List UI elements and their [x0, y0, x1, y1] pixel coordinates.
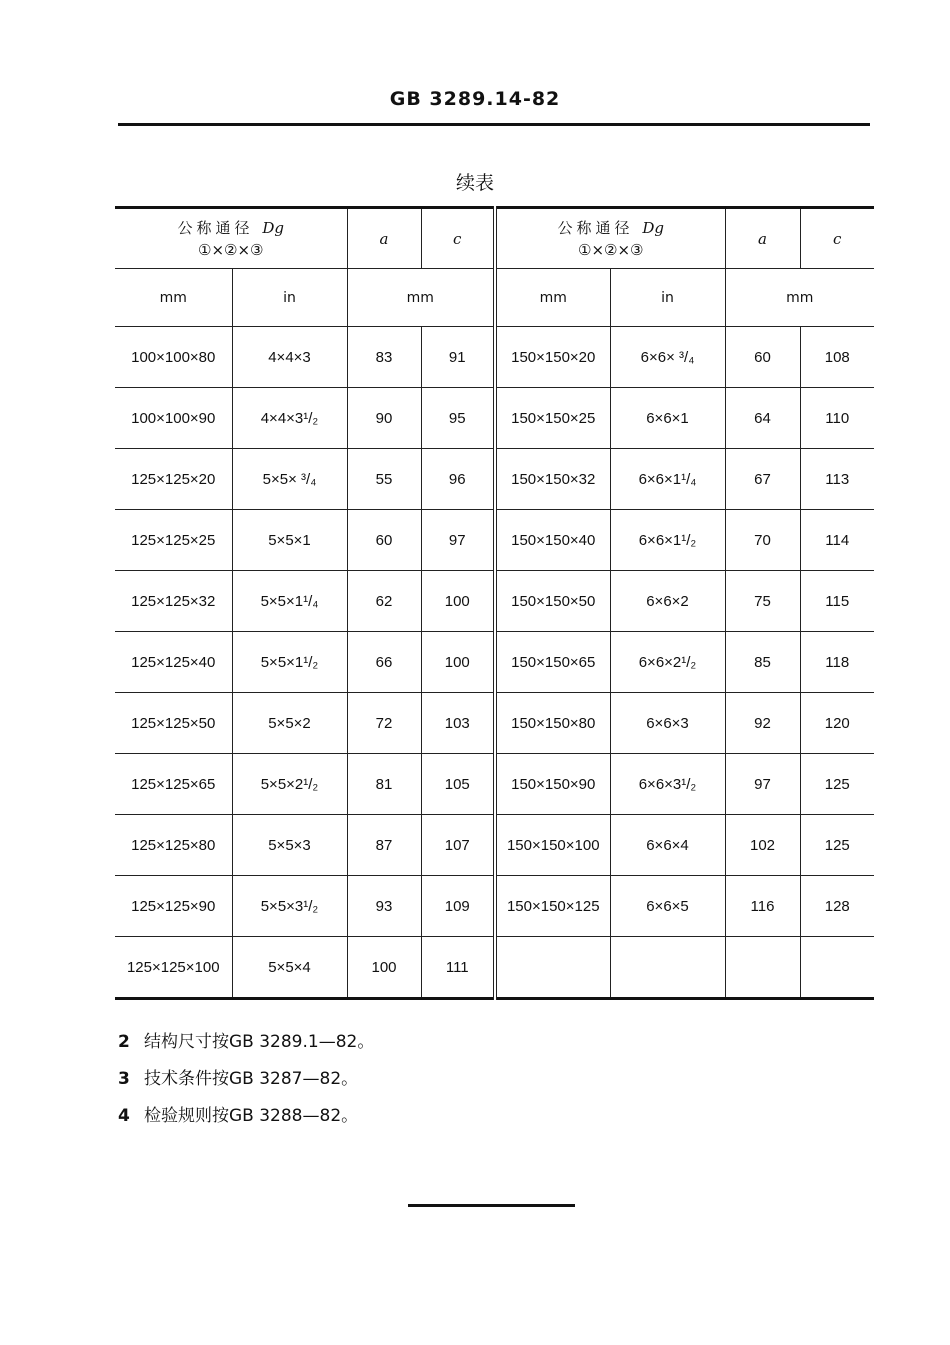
cell-right-a: 60 [725, 327, 800, 388]
cell-left-a: 93 [347, 876, 421, 937]
cell-left-a: 72 [347, 693, 421, 754]
cell-left-mm: 100×100×80 [115, 327, 232, 388]
cell-right-a: 75 [725, 571, 800, 632]
cell-left-in: 4×4×3 [232, 327, 347, 388]
cell-right-c: 118 [800, 632, 874, 693]
cell-left-a: 60 [347, 510, 421, 571]
standard-code-header: GB 3289.14-82 [389, 88, 561, 110]
cell-right-c: 114 [800, 510, 874, 571]
cell-right-c: 108 [800, 327, 874, 388]
cell-left-mm: 125×125×25 [115, 510, 232, 571]
cell-left-a: 83 [347, 327, 421, 388]
cell-left-c: 103 [421, 693, 495, 754]
cell-left-mm: 125×125×40 [115, 632, 232, 693]
cell-right-mm: 150×150×32 [495, 449, 610, 510]
note-text: 技术条件按GB 3287—82。 [144, 1069, 359, 1089]
note-number: 3 [118, 1069, 130, 1089]
cell-left-mm: 125×125×80 [115, 815, 232, 876]
cell-right-in: 6×6×3¹/₂ [610, 754, 725, 815]
table-row [115, 937, 874, 999]
cell-left-a: 66 [347, 632, 421, 693]
cell-right-mm: 150×150×40 [495, 510, 610, 571]
cell-right-in: 6×6×5 [610, 876, 725, 937]
unit-mm: mm [115, 269, 232, 327]
cell-right-in: 6×6×1¹/₂ [610, 510, 725, 571]
cell-left-c: 95 [421, 388, 495, 449]
cell-left-a: 62 [347, 571, 421, 632]
cell-right-mm: 150×150×25 [495, 388, 610, 449]
table-row [115, 693, 874, 754]
note-number: 4 [118, 1106, 130, 1126]
cell-right-a [725, 937, 800, 999]
col-c-header-right: c [800, 208, 874, 269]
table-title: 续表 [455, 172, 494, 194]
cell-right-c: 125 [800, 815, 874, 876]
cell-left-in: 5×5×3¹/₂ [232, 876, 347, 937]
note-item [118, 1101, 374, 1138]
cell-left-a: 81 [347, 754, 421, 815]
dimension-table [115, 206, 874, 1000]
unit-mm-ac-right: mm [725, 269, 874, 327]
unit-row [115, 269, 874, 327]
nominal-diameter-header [115, 208, 347, 269]
col-a-header: a [347, 208, 421, 269]
unit-mm-ac: mm [347, 269, 495, 327]
cell-right-in: 6×6×2¹/₂ [610, 632, 725, 693]
cell-left-in: 5×5×3 [232, 815, 347, 876]
cell-right-in: 6×6×3 [610, 693, 725, 754]
cell-right-a: 116 [725, 876, 800, 937]
cell-left-c: 111 [421, 937, 495, 999]
cell-right-c: 115 [800, 571, 874, 632]
cell-left-in: 5×5×1¹/₂ [232, 632, 347, 693]
cell-right-c: 128 [800, 876, 874, 937]
cell-left-mm: 125×125×20 [115, 449, 232, 510]
unit-mm-right: mm [495, 269, 610, 327]
header-row [115, 208, 874, 269]
cell-left-in: 5×5×1¹/₄ [232, 571, 347, 632]
cell-right-a: 70 [725, 510, 800, 571]
note-item [118, 1027, 374, 1064]
cell-left-c: 109 [421, 876, 495, 937]
cell-right-mm: 150×150×20 [495, 327, 610, 388]
table-row [115, 510, 874, 571]
cell-right-in: 6×6×2 [610, 571, 725, 632]
unit-in-right: in [610, 269, 725, 327]
table-row [115, 754, 874, 815]
cell-right-a: 97 [725, 754, 800, 815]
cell-left-c: 97 [421, 510, 495, 571]
note-item [118, 1064, 374, 1101]
nominal-diameter-header-right [495, 208, 725, 269]
cell-left-a: 87 [347, 815, 421, 876]
header-rule [118, 123, 870, 126]
cell-right-mm: 150×150×50 [495, 571, 610, 632]
note-text: 结构尺寸按GB 3289.1—82。 [144, 1032, 375, 1052]
cell-right-c [800, 937, 874, 999]
cell-left-c: 96 [421, 449, 495, 510]
cell-right-c: 125 [800, 754, 874, 815]
cell-right-mm: 150×150×80 [495, 693, 610, 754]
cell-left-mm: 125×125×65 [115, 754, 232, 815]
cell-left-c: 100 [421, 571, 495, 632]
table-row [115, 876, 874, 937]
dg-symbol-right: Dg [642, 218, 664, 237]
cell-left-in: 5×5×2 [232, 693, 347, 754]
cell-left-mm: 125×125×100 [115, 937, 232, 999]
cell-right-mm: 150×150×125 [495, 876, 610, 937]
cell-right-c: 113 [800, 449, 874, 510]
table-row [115, 388, 874, 449]
cell-left-mm: 125×125×90 [115, 876, 232, 937]
note-text: 检验规则按GB 3288—82。 [144, 1106, 359, 1126]
dg-symbol: Dg [262, 218, 284, 237]
note-number: 2 [118, 1032, 130, 1052]
cell-left-in: 4×4×3¹/₂ [232, 388, 347, 449]
cell-right-mm: 150×150×65 [495, 632, 610, 693]
cell-left-c: 105 [421, 754, 495, 815]
cell-left-a: 90 [347, 388, 421, 449]
cell-right-in: 6×6×1 [610, 388, 725, 449]
cell-right-a: 67 [725, 449, 800, 510]
table-row [115, 327, 874, 388]
cell-right-in [610, 937, 725, 999]
col-a-header-right: a [725, 208, 800, 269]
cell-left-c: 107 [421, 815, 495, 876]
dg-label-right: 公称通径 [557, 218, 634, 237]
cell-left-in: 5×5×4 [232, 937, 347, 999]
cell-right-a: 102 [725, 815, 800, 876]
cell-left-a: 100 [347, 937, 421, 999]
table-row [115, 449, 874, 510]
cell-left-a: 55 [347, 449, 421, 510]
dg-label: 公称通径 [177, 218, 254, 237]
cell-right-mm: 150×150×90 [495, 754, 610, 815]
cell-right-c: 120 [800, 693, 874, 754]
cell-right-a: 64 [725, 388, 800, 449]
dg-combo: ①×②×③ [198, 240, 264, 259]
cell-right-in: 6×6×4 [610, 815, 725, 876]
cell-left-c: 91 [421, 327, 495, 388]
dg-combo-right: ①×②×③ [578, 240, 644, 259]
cell-right-mm: 150×150×100 [495, 815, 610, 876]
table-row [115, 815, 874, 876]
cell-right-a: 92 [725, 693, 800, 754]
table-row [115, 571, 874, 632]
cell-left-mm: 125×125×50 [115, 693, 232, 754]
cell-left-in: 5×5×2¹/₂ [232, 754, 347, 815]
cell-right-a: 85 [725, 632, 800, 693]
cell-right-mm [495, 937, 610, 999]
cell-left-mm: 125×125×32 [115, 571, 232, 632]
cell-right-in: 6×6× ³/₄ [610, 327, 725, 388]
footer-rule [408, 1204, 575, 1207]
cell-left-mm: 100×100×90 [115, 388, 232, 449]
notes-list [118, 1027, 374, 1138]
unit-in: in [232, 269, 347, 327]
cell-left-in: 5×5× ³/₄ [232, 449, 347, 510]
table-row [115, 632, 874, 693]
cell-right-in: 6×6×1¹/₄ [610, 449, 725, 510]
cell-right-c: 110 [800, 388, 874, 449]
cell-left-in: 5×5×1 [232, 510, 347, 571]
cell-left-c: 100 [421, 632, 495, 693]
col-c-header: c [421, 208, 495, 269]
